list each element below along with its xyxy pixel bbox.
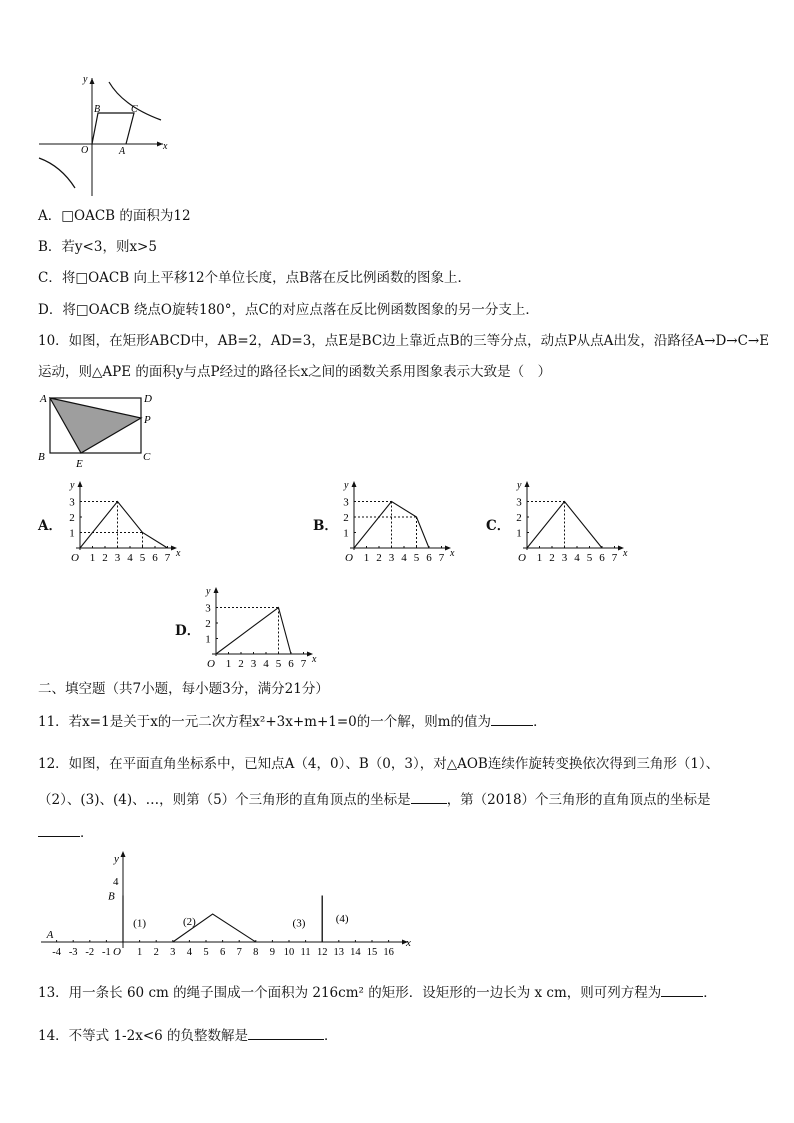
y-axis-arrow: [352, 481, 357, 487]
q10-rectangle-figure: [34, 390, 164, 470]
q12-text-b: ，第（2018）个三角形的直角顶点的坐标是: [446, 792, 711, 808]
q13-answer-blank[interactable]: [661, 982, 703, 997]
x-axis-label: x: [623, 548, 628, 559]
x-tick-label: 5: [413, 552, 420, 564]
origin-label: O: [345, 552, 353, 564]
y-tick-label: 1: [343, 527, 349, 540]
x-tick-label: 3: [388, 552, 395, 564]
x-tick-label: 5: [139, 552, 146, 564]
triangle-label: (4): [335, 912, 349, 925]
q12-end: ．: [80, 825, 94, 841]
y-axis-label: y: [70, 480, 75, 491]
y-tick-label: 2: [343, 512, 349, 524]
q14-answer-blank[interactable]: [248, 1025, 324, 1040]
x-tick-label: 1: [89, 552, 96, 564]
function-graph-line: [354, 502, 429, 549]
y-tick-label: 3: [205, 602, 211, 615]
x-tick-label: 10: [283, 947, 295, 958]
x-tick-label: 5: [203, 947, 209, 958]
x-tick-label: 7: [300, 658, 307, 670]
y-axis-arrow: [525, 481, 530, 487]
x-tick-label: 7: [438, 552, 445, 564]
q10-option-b-label: B．: [313, 518, 338, 534]
x-tick-label: 2: [238, 658, 244, 670]
q11-answer-blank[interactable]: [491, 711, 533, 726]
q12-line2: [38, 789, 711, 810]
function-graph-line: [80, 502, 168, 549]
x-tick-label: 7: [236, 947, 242, 958]
x-tick-label: 5: [275, 658, 282, 670]
q10-option-a-label: A．: [38, 518, 62, 534]
x-tick-label: 1: [363, 552, 370, 564]
origin-label: O: [518, 552, 526, 564]
q10-label-a: A: [40, 393, 47, 405]
x-tick-label: 12: [316, 947, 328, 958]
x-tick-label: -1: [102, 947, 111, 958]
q9-label-a: A: [119, 146, 126, 157]
origin-label: O: [71, 552, 79, 564]
q10-label-p: P: [144, 414, 151, 426]
x-tick-label: 5: [586, 552, 593, 564]
x-tick-label: 4: [186, 947, 193, 958]
x-tick-label: 1: [536, 552, 543, 564]
q12-answer-blank-1[interactable]: [411, 789, 447, 804]
x-tick-label: 4: [263, 658, 269, 670]
q10-graph-a: [62, 478, 192, 568]
q9-axis-x: x: [163, 141, 168, 152]
q9-option-b: B．若y<3，则x>5: [38, 239, 157, 255]
q10-label-d: D: [144, 393, 152, 405]
q14: [38, 1025, 338, 1046]
q10-label-c: C: [143, 451, 151, 463]
section-2-title: 二、填空题（共7小题，每小题3分，满分21分）: [38, 681, 329, 697]
x-tick-label: 13: [333, 947, 345, 958]
y-axis-label: y: [517, 480, 522, 491]
triangle-label: (1): [133, 917, 147, 930]
x-tick-label: 2: [549, 552, 555, 564]
x-tick-label: -4: [52, 947, 61, 958]
q13-end: ．: [703, 985, 717, 1001]
x-tick-label: 3: [114, 552, 121, 564]
q10-graph-d: [198, 584, 328, 674]
q9-figure: [35, 72, 175, 202]
x-tick-label: 14: [350, 947, 361, 958]
q9-axis-y: y: [83, 74, 88, 85]
q14-end: ．: [324, 1028, 338, 1044]
q13: [38, 982, 717, 1003]
x-tick-label: 4: [127, 552, 133, 564]
point-b-label: B: [108, 890, 115, 903]
q11-end: ．: [533, 714, 547, 730]
x-tick-label: 2: [376, 552, 382, 564]
y-tick-label: 3: [516, 496, 522, 509]
x-axis-label: x: [406, 937, 411, 949]
x-tick-label: 4: [574, 552, 580, 564]
q14-text: 14．不等式 1-2x<6 的负整数解是: [38, 1028, 249, 1044]
y-tick-label: 2: [69, 512, 75, 524]
q13-text: 13．用一条长 60 cm 的绳子围成一个面积为 216cm² 的矩形．设矩形的一边长为 x cm，则可列方程为: [38, 985, 662, 1001]
triangle-label: (3): [292, 917, 306, 930]
x-axis-label: x: [450, 548, 455, 559]
x-tick-label: 2: [153, 947, 159, 958]
x-tick-label: 1: [136, 947, 143, 958]
y-axis-label: y: [206, 586, 211, 597]
x-tick-label: 16: [383, 947, 394, 958]
y-axis-arrow: [214, 587, 219, 593]
x-tick-label: 15: [366, 947, 378, 958]
x-tick-label: -2: [85, 947, 95, 958]
x-tick-label: 1: [225, 658, 232, 670]
x-tick-label: 6: [152, 552, 158, 564]
y-tick-label: 1: [205, 633, 211, 646]
origin-label: O: [207, 658, 215, 670]
y-tick-label: 4: [113, 876, 119, 888]
x-tick-label: 2: [102, 552, 108, 564]
x-tick-label: 8: [253, 947, 259, 958]
point-a-label: A: [46, 929, 54, 941]
x-tick-label: 3: [170, 947, 176, 958]
x-tick-label: 9: [269, 947, 276, 958]
x-tick-label: 3: [250, 658, 257, 670]
x-tick-label: 6: [219, 947, 226, 958]
y-tick-label: 1: [69, 527, 75, 540]
x-tick-label: 11: [300, 947, 311, 958]
q9-label-b: B: [94, 104, 101, 115]
y-axis-label: y: [114, 853, 119, 865]
y-axis-arrow: [78, 481, 83, 487]
x-tick-label: 3: [561, 552, 568, 564]
x-tick-label: 6: [288, 658, 294, 670]
y-tick-label: 1: [516, 527, 522, 540]
q9-label-c: C: [131, 104, 138, 115]
q9-label-o: O: [81, 145, 89, 156]
q11: [38, 711, 547, 732]
q12-text-a: （2）、(3)、(4)、…，则第（5）个三角形的直角顶点的坐标是: [38, 792, 411, 808]
y-tick-label: 2: [205, 618, 211, 630]
q9-option-a: A．□OACB 的面积为12: [38, 208, 191, 224]
triangle-outline: [123, 896, 173, 943]
y-axis-label: y: [344, 480, 349, 491]
q12-figure: [36, 848, 416, 968]
q10-option-c-label: C．: [486, 518, 511, 534]
x-tick-label: 7: [164, 552, 171, 564]
q10-stem-line1: 10．如图，在矩形ABCD中，AB=2，AD=3，点E是BC边上靠近点B的三等分点，动点P从点A出发，沿路径A→D→C→E: [38, 333, 770, 349]
q11-text: 11．若x=1是关于x的一元二次方程x²+3x+m+1=0的一个解，则m的值为: [38, 714, 492, 730]
q10-stem-line2: 运动，则△APE 的面积y与点P经过的路径长x之间的函数关系用图象表示大致是（ ）: [38, 364, 552, 380]
q12-line3: [38, 822, 94, 843]
q9-option-d: D．将□OACB 绕点O旋转180°，点C的对应点落在反比例函数图象的另一分支上．: [38, 302, 539, 318]
y-tick-label: 3: [343, 496, 349, 509]
x-tick-label: 4: [401, 552, 407, 564]
q10-label-b: B: [38, 451, 45, 463]
q10-label-e: E: [76, 458, 83, 470]
x-tick-label: 7: [611, 552, 618, 564]
y-axis-arrow: [121, 851, 126, 857]
q12-answer-blank-2[interactable]: [38, 822, 80, 837]
x-axis-label: x: [312, 654, 317, 665]
function-graph-line: [527, 502, 602, 549]
x-tick-label: -3: [68, 947, 78, 958]
triangle-outline: [256, 896, 322, 943]
q10-graph-c: [509, 478, 639, 568]
y-tick-label: 2: [516, 512, 522, 524]
triangle-label: (2): [182, 915, 196, 928]
function-graph-line: [216, 608, 291, 655]
x-tick-label: 6: [599, 552, 605, 564]
y-tick-label: 3: [69, 496, 75, 509]
q12-line1: 12．如图，在平面直角坐标系中，已知点A（4，0）、B（0，3），对△AOB连续作旋转变换依次得到三角形（1）、: [38, 756, 720, 772]
origin-label: O: [113, 946, 121, 958]
q10-option-d-label: D．: [175, 623, 201, 639]
x-tick-label: 6: [426, 552, 432, 564]
x-axis-label: x: [176, 548, 181, 559]
q10-graph-b: [336, 478, 466, 568]
q9-option-c: C．将□OACB 向上平移12个单位长度，点B落在反比例函数的图象上．: [38, 270, 472, 286]
